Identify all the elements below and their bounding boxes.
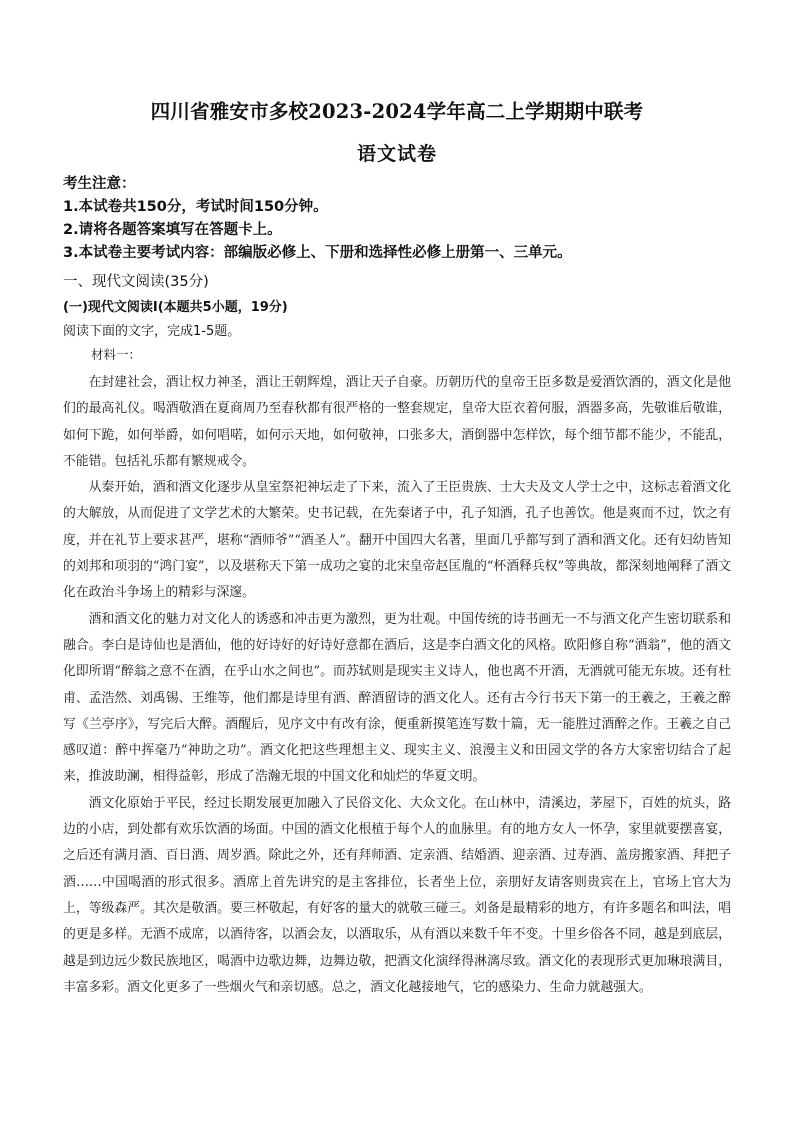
- passage-body: [63, 370, 731, 1001]
- notes-item: 3.本试卷主要考试内容：部编版必修上、下册和选择性必修上册第一、三单元。: [63, 245, 572, 261]
- passage-paragraph: 酒文化原始于平民，经过长期发展更加融入了民俗文化、大众文化。在山林中，清溪边，茅屋下，百姓的炕头，路边的小店，到处都有欢乐饮酒的场面。中国的酒文化根植于每个人的血脉里。有的地方女人一怀孕，家里就要摆喜宴，之后还有满月酒、百日酒、周岁酒。除此之外，还有拜师酒、定亲酒、结婚酒、迎亲酒、过寿酒、盖房搬家酒、拜把子酒……中国喝酒的形式很多。酒席上首先讲究的是主客排位，长者坐上位，亲朋好友请客则贵宾在上，官场上官大为上，等级森严。其次是敬酒。要三杯敬起，有好客的量大的就敬三碰三。刘备是最精彩的地方，有许多题名和叫法，唱的更是多样。无酒不成席，以酒待客，以酒会友，以酒取乐，从有酒以来数千年不变。十里乡俗各不同，越是到底层，越是到边远少数民族地区，喝酒中边歌边舞，边舞边敬，把酒文化演绎得淋漓尽致。酒文化的表现形式更加琳琅满目，丰富多彩。酒文化更多了一些烟火气和亲切感。总之，酒文化越接地气，它的感染力、生命力就越强大。: [63, 795, 731, 995]
- subsection-heading: (一)现代文阅读Ⅰ(本题共5小题，19分): [63, 300, 288, 315]
- material-label: 材料一：: [91, 347, 142, 362]
- reading-instruction: 阅读下面的文字，完成1-5题。: [63, 324, 241, 339]
- passage-paragraph: 酒和酒文化的魅力对文化人的诱惑和冲击更为激烈，更为壮观。中国传统的诗书画无一不与酒文化产生密切联系和融合。李白是诗仙也是酒仙，他的好诗好的好诗好意都在酒后，这是李白酒文化的风格。欧阳修自称“酒翁”，他的酒文化即所谓“醉翁之意不在酒，在乎山水之间也”。而苏轼则是现实主义诗人，他也离不开酒，无酒就可能无东坡。还有杜甫、孟浩然、刘禹锡、王维等，他们都是诗里有酒、醉酒留诗的酒文化人。还有古今行书天下第一的王羲之，王羲之醉写《兰亭序》，写完后大醉。酒醒后，见序文中有改有涂，便重新摸笔连写数十篇，无一能胜过酒醉之作。王羲之自己感叹道：醉中挥毫乃“神助之功”。酒文化把这些理想主义、现实主义、浪漫主义和田园文学的各方大家密切结合了起来，推波助澜，相得益彰，形成了浩瀚无垠的中国文化和灿烂的华夏文明。: [63, 611, 731, 785]
- notes-item: 1.本试卷共150分，考试时间150分钟。: [63, 199, 328, 215]
- notes-item: 2.请将各题答案填写在答题卡上。: [63, 222, 282, 238]
- section-heading: 一、现代文阅读(35分): [63, 274, 209, 290]
- exam-subtitle: 语文试卷: [356, 143, 437, 165]
- notes-heading: 考生注意：: [63, 176, 136, 192]
- passage-paragraph: 在封建社会，酒让权力神圣，酒让王朝辉煌，酒让天子自豪。历朝历代的皇帝王臣多数是爱酒饮酒的，酒文化是他们的最高礼仪。喝酒敬酒在夏商周乃至春秋都有很严格的一整套规定，皇帝大臣衣着何服，酒器多高，先敬谁后敬谁，如何下跪，如何举爵，如何唱喏，如何示天地，如何敬神，口张多大，酒倒器中怎样饮，每个细节都不能少，不能乱，不能错。包括礼乐都有繁规戒令。: [63, 375, 731, 469]
- passage-paragraph: 从秦开始，酒和酒文化逐步从皇室祭祀神坛走了下来，流入了王臣贵族、士大夫及文人学士之中，这标志着酒文化的大解放，从而促进了文学艺术的大繁荣。史书记载，在先秦诸子中，孔子知酒，孔子也善饮。他是爽而不过，饮之有度，并在礼节上要求甚严，堪称“酒师爷”“酒圣人”。翻开中国四大名著，里面几乎都写到了酒和酒文化。还有妇幼皆知的刘邦和项羽的“鸿门宴”，以及堪称天下第一成功之宴的北宋皇帝赵匡胤的“杯酒释兵权”等典故，都深刻地阐释了酒文化在政治斗争场上的精彩与深邃。: [63, 480, 731, 601]
- candidate-notes: [63, 173, 743, 265]
- exam-title: 四川省雅安市多校2023-2024学年高二上学期期中联考: [150, 100, 644, 123]
